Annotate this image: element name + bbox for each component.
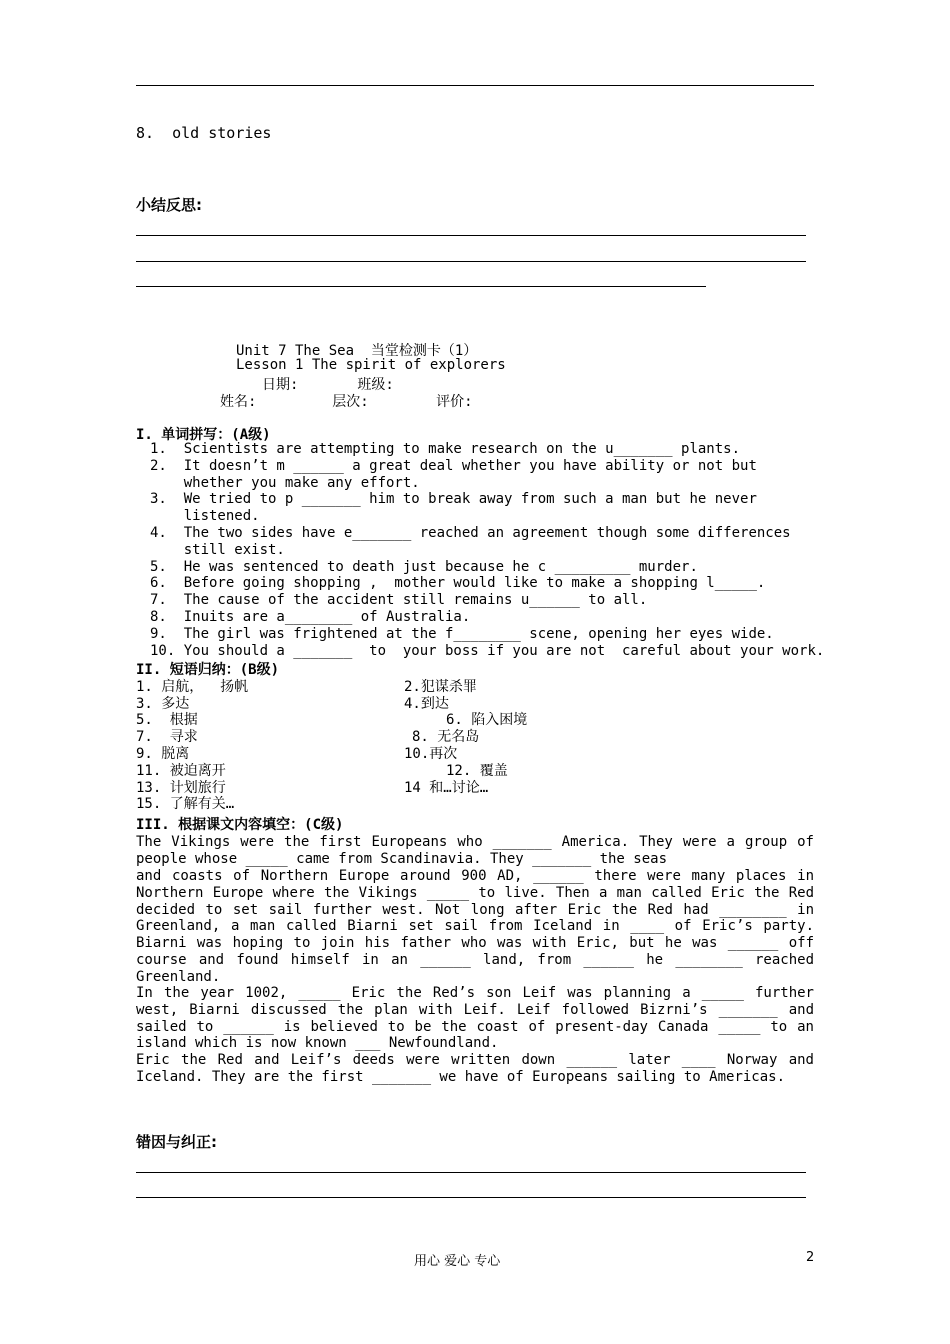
list-item: 5. He was sentenced to death just because he c _________ murder.: [150, 558, 698, 575]
errors-line-1: [136, 1172, 806, 1173]
date-class-row: 日期: 班级:: [262, 377, 394, 393]
list-item: 4. The two sides have e_______ reached an agreement though some differences: [150, 524, 791, 541]
phrase-item: 7. 寻求: [136, 729, 198, 745]
phrase-item: 15. 了解有关…: [136, 796, 235, 812]
phrase-item: 9. 脱离: [136, 746, 190, 762]
phrase-item: 4.到达: [404, 696, 449, 712]
reflection-line-2: [136, 261, 806, 262]
page-number: 2: [806, 1250, 815, 1265]
passage-paragraph: and coasts of Northern Europe around 900 AD, ______ there were many places in Northern Europe where the Vikings _____ to live. Then a man called Eric the Red decided to set sail further west. Not long after Eric the Red had ________ in Greenland, a man called Biarni set sail from Iceland in ____ of Eric’s party. Biarni was hoping to join his father who was with Eric, but he was ______ off course and found himself in an ______ land, from ______ he ________ reached Greenland.: [136, 868, 814, 985]
vocab-item-8: 8. old stories: [136, 124, 272, 142]
top-rule: [136, 85, 814, 86]
errors-label: 错因与纠正:: [136, 1133, 217, 1151]
list-item: 3. We tried to p _______ him to break away from such a man but he never: [150, 491, 757, 508]
phrase-item: 6. 陷入困境: [446, 712, 528, 728]
passage-paragraph: Eric the Red and Leif’s deeds were written down ______ later ____ Norway and Iceland. They are the first _______ we have of Europeans sailing to Americas.: [136, 1052, 814, 1085]
list-item: 1. Scientists are attempting to make research on the u_______ plants.: [150, 441, 741, 457]
phrase-item: 1. 启航， 扬帆: [136, 679, 249, 695]
section-2-heading: II. 短语归纳：(B级): [136, 662, 280, 678]
errors-line-2: [136, 1197, 806, 1198]
reflection-line-3: [136, 286, 706, 287]
phrase-item: 8. 无名岛: [412, 729, 480, 745]
list-item: 9. The girl was frightened at the f________ scene, opening her eyes wide.: [150, 625, 774, 642]
section-3-heading: III. 根据课文内容填空：(C级): [136, 817, 344, 833]
section-1-items: [150, 441, 824, 659]
footer-motto: 用心 爱心 专心: [414, 1254, 501, 1269]
phrase-item: 12. 覆盖: [446, 763, 508, 779]
reflection-label: 小结反思:: [136, 196, 202, 214]
phrase-item: 11. 被迫离开: [136, 763, 226, 779]
list-item: still exist.: [150, 541, 285, 558]
phrase-item: 3. 多达: [136, 696, 190, 712]
phrase-item: 14 和…讨论…: [404, 780, 489, 796]
list-item: whether you make any effort.: [150, 474, 420, 491]
passage-paragraph: The Vikings were the first Europeans who _______ America. They were a group of people whose _____ came from Scandinavia. They _______ the seas: [136, 834, 814, 867]
list-item: listened.: [150, 508, 260, 525]
reflection-line-1: [136, 235, 806, 236]
list-item: 8. Inuits are a________ of Australia.: [150, 608, 471, 625]
list-item: 6. Before going shopping , mother would like to make a shopping l_____.: [150, 575, 766, 592]
phrase-item: 2.犯谋杀罪: [404, 679, 477, 695]
list-item: 7. The cause of the accident still remains u______ to all.: [150, 592, 648, 609]
list-item: 2. It doesn’t m ______ a great deal whether you have ability or not but: [150, 457, 757, 474]
phrase-item: 13. 计划旅行: [136, 780, 226, 796]
list-item: 10. You should a _______ to your boss if you are not careful about your work.: [150, 642, 825, 659]
phrase-item: 5. 根据: [136, 712, 198, 728]
phrase-item: 10.再次: [404, 746, 458, 762]
card-title: Unit 7 The Sea 当堂检测卡（1）: [236, 343, 478, 359]
lesson-title: Lesson 1 The spirit of explorers: [236, 357, 506, 373]
section-1-heading: I. 单词拼写：(A级): [136, 427, 271, 443]
name-level-grade-row: 姓名: 层次: 评价:: [220, 394, 473, 410]
passage-paragraph: In the year 1002, _____ Eric the Red’s son Leif was planning a _____ further west, Biarni discussed the plan with Leif. Leif followed Bizrni’s _______ and sailed to ______ is believed to be the coast of present-day Canada _____ to an island which is now known ___ Newfoundland.: [136, 985, 814, 1052]
